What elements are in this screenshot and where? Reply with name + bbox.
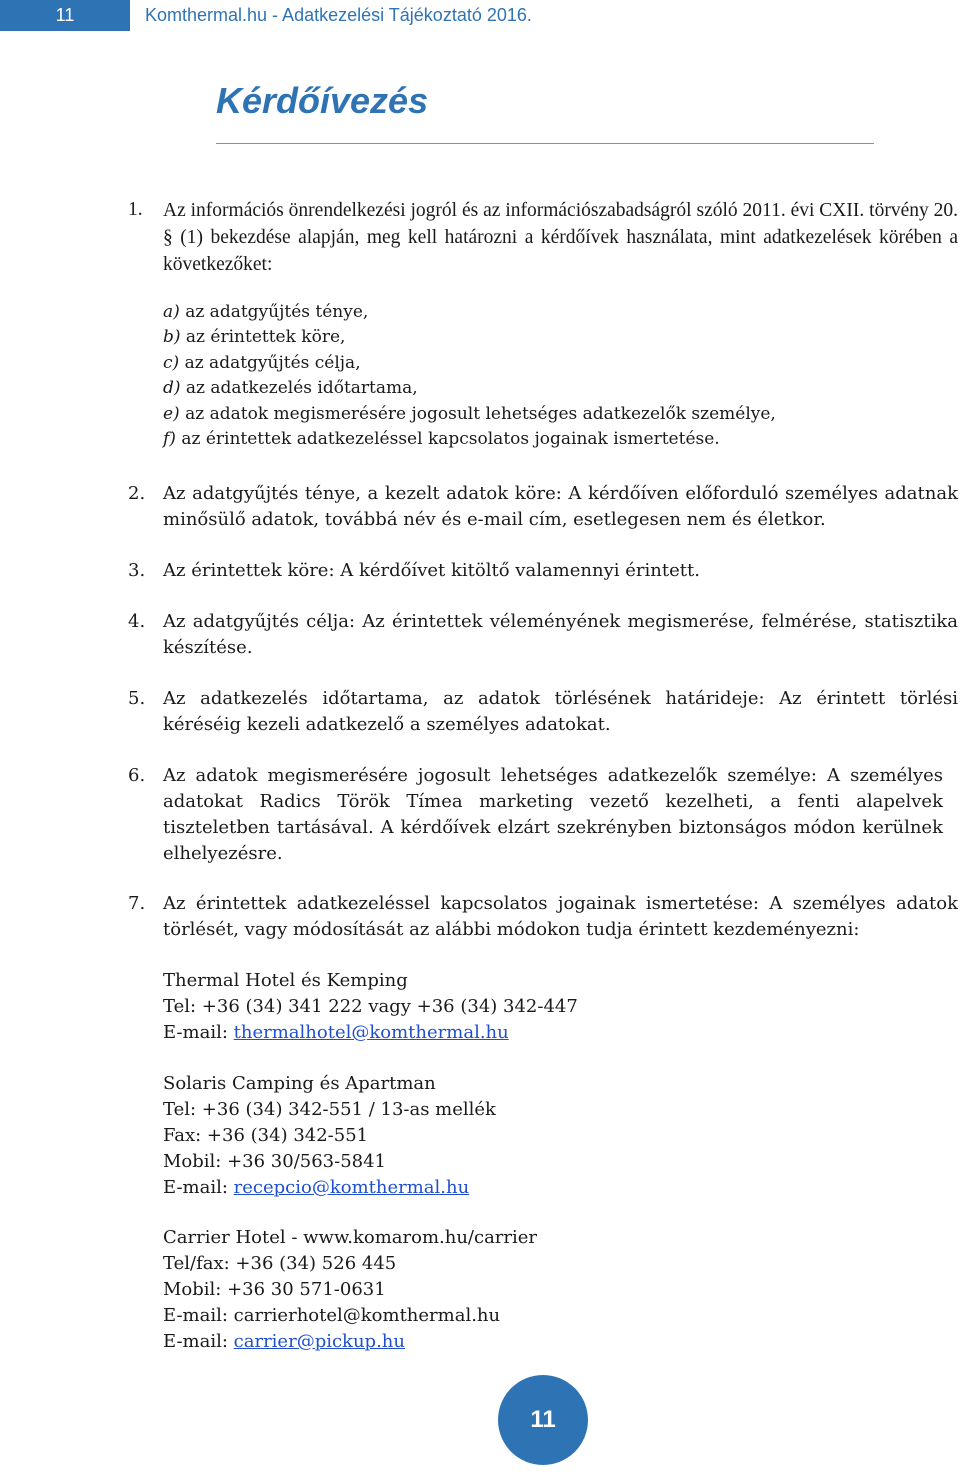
footer-page-number: 11 — [498, 1375, 588, 1465]
title-underline — [216, 143, 874, 144]
item-number: 4. — [128, 611, 146, 632]
item-text: Az adatgyűjtés ténye, a kezelt adatok köre: A kérdőíven előforduló személyes adatnak minősülő adatok, továbbá név és e-mail cím, esetlegesen nem és életkor. — [163, 483, 958, 530]
list-item-4 — [128, 609, 958, 661]
item-text: Az információs önrendelkezési jogról és az információszabadságról szóló 2011. évi CXII. törvény 20. § (1) bekezdése alapján, meg kell határozni a kérdőívek használata, mint adatkezelések körében a következőket: — [163, 200, 958, 275]
running-header — [0, 0, 532, 31]
sub-list-item: f) az érintettek adatkezeléssel kapcsolatos jogainak ismertetése. — [163, 429, 720, 450]
item-number: 5. — [128, 688, 146, 709]
item-text: Az adatgyűjtés célja: Az érintettek véleményének megismerése, felmérése, statisztika készítése. — [163, 611, 958, 658]
contact-mobil: Mobil: +36 30/563-5841 — [163, 1151, 387, 1172]
contact-tel: Tel: +36 (34) 342-551 / 13-as mellék — [163, 1099, 496, 1120]
list-item-3 — [128, 558, 958, 584]
email-link-thermalhotel[interactable]: thermalhotel@komthermal.hu — [233, 1022, 509, 1043]
contact-carrier-hotel — [163, 1225, 537, 1355]
contact-email-line: E-mail: recepcio@komthermal.hu — [163, 1177, 470, 1198]
contact-tel: Tel: +36 (34) 341 222 vagy +36 (34) 342-447 — [163, 996, 578, 1017]
email-link-carrier[interactable]: carrier@pickup.hu — [233, 1331, 405, 1352]
header-title: Komthermal.hu - Adatkezelési Tájékoztató 2016. — [145, 5, 532, 25]
item-text: Az adatok megismerésére jogosult lehetséges adatkezelők személye: A személyes adatokat Radics Török Tímea marketing vezető kezelheti, a fenti alapelvek tiszteletben tartásával. A kérdőívek elzárt szekrényben biztonságos módon kerülnek elhelyezésre. — [163, 765, 943, 864]
item-number: 6. — [128, 765, 146, 786]
contact-email-line: E-mail: thermalhotel@komthermal.hu — [163, 1022, 509, 1043]
contact-email-line: E-mail: carrier@pickup.hu — [163, 1331, 405, 1352]
item-number: 7. — [128, 893, 146, 914]
item-number: 3. — [128, 560, 146, 581]
contact-telfax: Tel/fax: +36 (34) 526 445 — [163, 1253, 397, 1274]
header-page-number: 11 — [0, 0, 130, 31]
list-item-1 — [128, 197, 958, 278]
sub-list-item: d) az adatkezelés időtartama, — [163, 378, 418, 399]
sub-list — [163, 300, 776, 452]
sub-list-item: e) az adatok megismerésére jogosult lehetséges adatkezelők személye, — [163, 403, 776, 424]
item-text: Az adatkezelés időtartama, az adatok törlésének határideje: Az érintett törlési kéréséig kezeli adatkezelő a személyes adatokat. — [163, 688, 958, 735]
contact-email-1: E-mail: carrierhotel@komthermal.hu — [163, 1305, 501, 1326]
sub-list-item: c) az adatgyűjtés célja, — [163, 352, 361, 373]
contact-thermal-hotel — [163, 968, 578, 1046]
list-item-7 — [128, 891, 958, 943]
contact-mobil: Mobil: +36 30 571-0631 — [163, 1279, 386, 1300]
item-number: 2. — [128, 483, 146, 504]
list-item-6 — [128, 763, 958, 867]
item-text: Az érintettek köre: A kérdőívet kitöltő valamennyi érintett. — [163, 560, 700, 581]
contact-name: Solaris Camping és Apartman — [163, 1073, 436, 1094]
item-text: Az érintettek adatkezeléssel kapcsolatos jogainak ismertetése: A személyes adatok törlését, vagy módosítását az alábbi módokon tudja érintett kezdeményezni: — [163, 893, 958, 940]
page-title: Kérdőívezés — [216, 80, 429, 121]
contact-fax: Fax: +36 (34) 342-551 — [163, 1125, 369, 1146]
email-link-recepcio[interactable]: recepcio@komthermal.hu — [233, 1177, 470, 1198]
list-item-2 — [128, 481, 958, 533]
list-item-5 — [128, 686, 958, 738]
contact-solaris — [163, 1071, 496, 1201]
contact-name: Carrier Hotel - www.komarom.hu/carrier — [163, 1227, 538, 1248]
contact-name: Thermal Hotel és Kemping — [163, 970, 408, 991]
item-number: 1. — [128, 199, 143, 220]
sub-list-item: a) az adatgyűjtés ténye, — [163, 302, 369, 322]
sub-list-item: b) az érintettek köre, — [163, 327, 346, 348]
